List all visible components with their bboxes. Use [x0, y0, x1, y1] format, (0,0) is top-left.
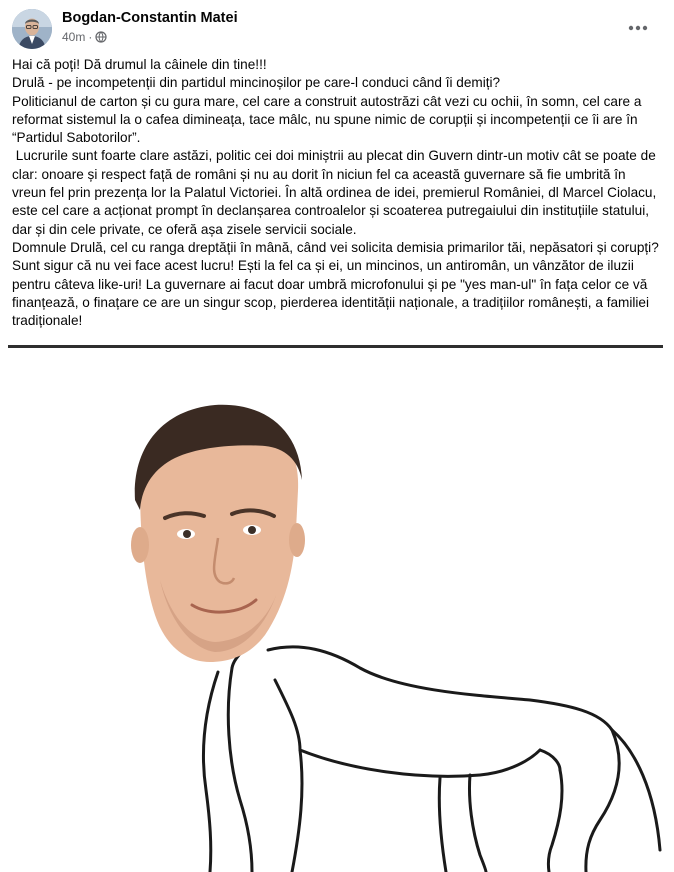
more-horizontal-icon: [628, 25, 648, 31]
post-paragraph: Politicianul de carton și cu gura mare, cel care a construit autostrăzi cât vezi cu ochii, în somn, cel care a reformat sistemul la o cafea dimineața, tace mâlc, nu spune nimic de corupții și incompetenții ce îi are în “Partidul Sabotorilor”.: [12, 93, 646, 146]
post-paragraph: Drulă - pe incompetenții din partidul mincinoșilor pe care-l conduci când îi demiți?: [12, 75, 501, 91]
post-image[interactable]: [0, 350, 674, 872]
post-meta: [62, 30, 107, 44]
post-header: [12, 6, 662, 50]
post-time[interactable]: 40m: [62, 30, 86, 44]
author-name[interactable]: Bogdan-Constantin Matei: [62, 10, 238, 26]
meta-separator: ·: [88, 30, 93, 44]
post-paragraph: Domnule Drulă, cel cu ranga dreptății în mână, când vei solicita demisia primarilor tăi, nepăsatori și corupți? Sunt sigur că nu vei face acest lucru! Ești la fel ca și ei, un mincinos, un antiromân, un vânzător de iluzii pentru câteva like-uri! La guvernare ai facut doar umbră microfonului și pe "yes man-ul" în fața celor ce vă finanțează, o finațare ce are un singur scop, pierderea identității naționale, a tradițiilor românești, a familiei tradiționale!: [12, 239, 663, 329]
post-paragraph: Hai că poți! Dă drumul la câinele din tine!!!: [12, 57, 267, 72]
post-text: [12, 56, 663, 330]
more-options-button[interactable]: [620, 14, 656, 42]
post-paragraph: Lucrurile sunt foarte clare astăzi, politic cei doi miniștrii au plecat din Guvern dintr-un motiv cât se poate de clar: onoare și respect față de români și nu au dorit în niciun fel ca această guvernare să fie umbrită în vreun fel prin prezența lor la Palatul Victoriei. În altă ordinea de idei, premierul României, dl Marcel Ciolacu, este cel care a acționat prompt în declanșarea controalelor și scoaterea putregaiului din instituțiile statului, dar și din cele private, ce oferă așa zisele servicii sociale.: [12, 148, 661, 237]
image-top-border: [8, 345, 663, 348]
author-avatar[interactable]: [12, 9, 52, 49]
globe-icon[interactable]: [95, 31, 107, 43]
